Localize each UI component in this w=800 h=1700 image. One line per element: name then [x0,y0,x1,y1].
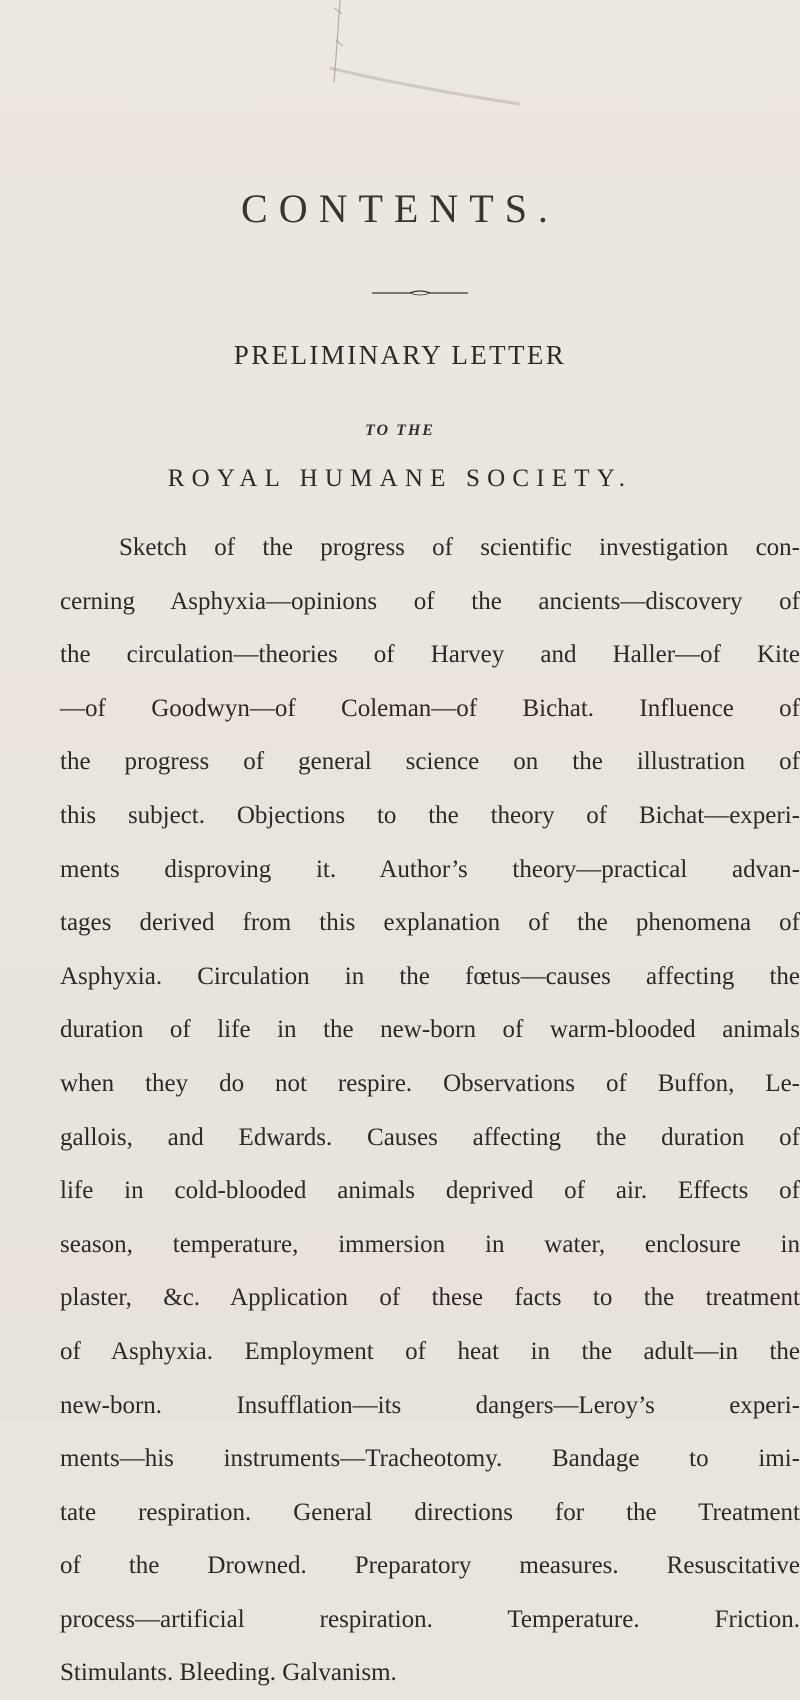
paragraph-line: Stimulants. Bleeding. Galvanism. [60,1659,397,1687]
paragraph-line: of the Drowned. Preparatory measures. Resuscitative [60,1552,800,1580]
paragraph-line: process—artificial respiration. Temperature. Friction. [60,1605,800,1633]
paragraph-line: Asphyxia. Circulation in the fœtus—causes affecting the [60,962,800,990]
paragraph-line: —of Goodwyn—of Coleman—of Bichat. Influence of [60,694,800,722]
paragraph-line: life in cold-blooded animals deprived of air. Effects of [60,1177,800,1205]
paper-stain-mark [290,0,550,120]
paragraph-line: gallois, and Edwards. Causes affecting the duration of [60,1123,800,1151]
paragraph-line: cerning Asphyxia—opinions of the ancients—discovery of [60,587,800,615]
paragraph-line: the progress of general science on the illustration of [60,748,800,776]
paragraph-line: of Asphyxia. Employment of heat in the adult—in the [60,1337,800,1365]
paragraph-line: ments disproving it. Author’s theory—practical advan- [60,855,800,883]
section-title: PRELIMINARY LETTER [233,340,567,370]
society-title: ROYAL HUMANE SOCIETY. [167,465,633,492]
paragraph-line: tages derived from this explanation of the phenomena of [60,909,800,937]
paragraph-line: this subject. Objections to the theory of Bichat—experi- [60,801,800,829]
ornamental-rule [370,288,470,298]
paragraph-line: the circulation—theories of Harvey and Haller—of Kite [60,641,800,669]
paragraph-line: duration of life in the new-born of warm-blooded animals [60,1016,800,1044]
paragraph-line: Sketch of the progress of scientific investigation con- [119,534,800,561]
paragraph-line: new-born. Insufflation—its dangers—Leroy’s experi- [60,1391,800,1419]
paragraph-line: season, temperature, immersion in water, enclosure in [60,1230,800,1258]
paragraph-line: tate respiration. General directions for the Treatment [60,1498,800,1526]
paragraph-line: plaster, &c. Application of these facts to the treatment [60,1284,800,1312]
to-the-label: TO THE [365,422,435,439]
contents-heading: CONTENTS. [241,186,559,231]
paragraph-line: ments—his instruments—Tracheotomy. Bandage to imi- [60,1445,800,1473]
paragraph-line: when they do not respire. Observations of Buffon, Le- [60,1069,800,1097]
contents-paragraph [60,521,800,1700]
